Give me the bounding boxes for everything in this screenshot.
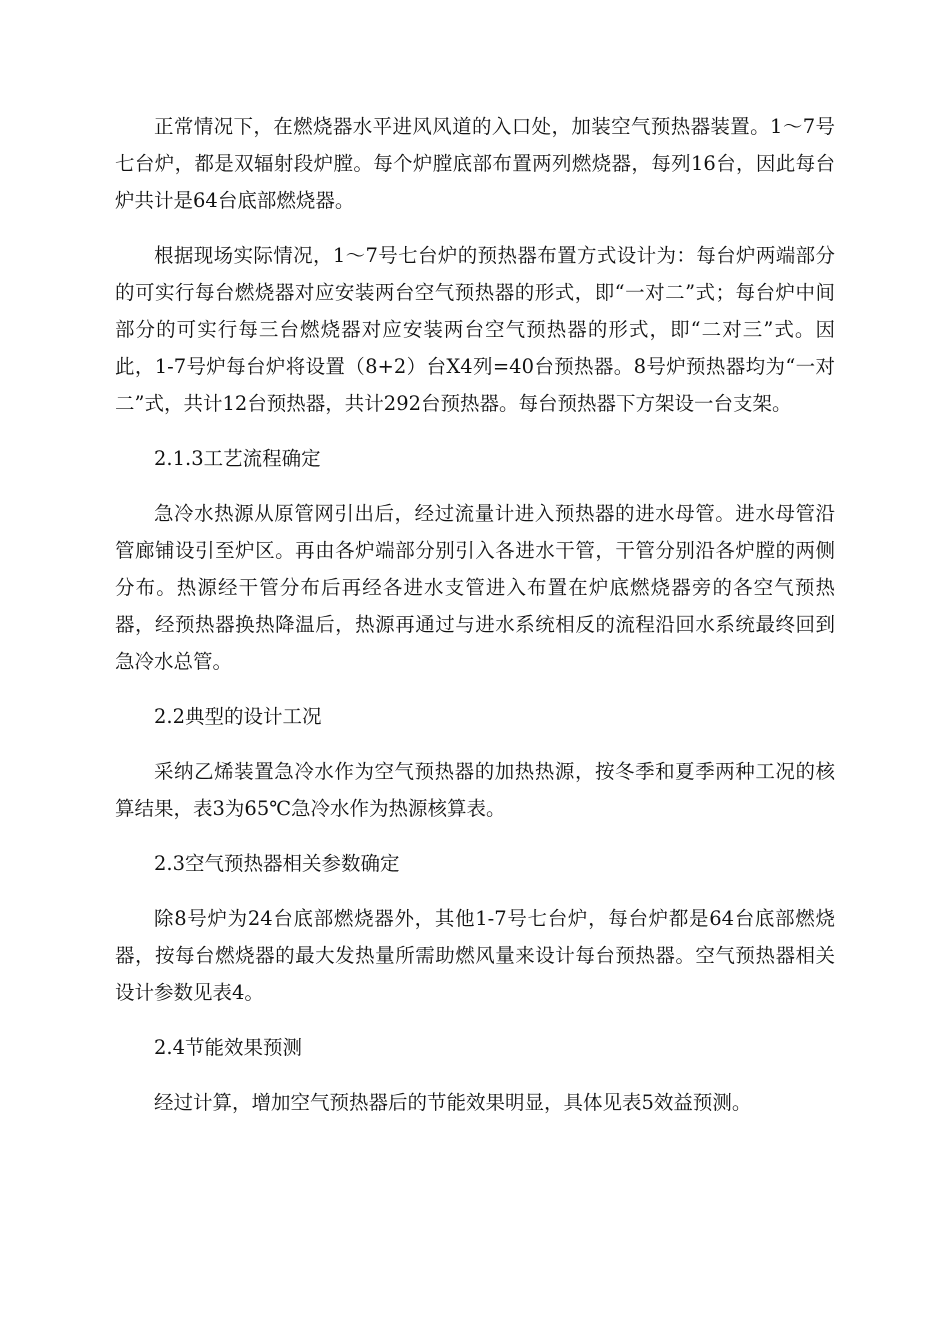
paragraph-design-conditions: 采纳乙烯装置急冷水作为空气预热器的加热热源，按冬季和夏季两种工况的核算结果，表3为65℃急冷水作为热源核算表。: [115, 760, 835, 820]
paragraph-process-flow: 急冷水热源从原管网引出后，经过流量计进入预热器的进水母管。进水母管沿管廊铺设引至炉区。再由各炉端部分别引入各进水干管，干管分别沿各炉膛的两侧分布。热源经干管分布后再经各进水支管进入布置在炉底燃烧器旁的各空气预热器，经预热器换热降温后，热源再通过与进水系统相反的流程沿回水系统最终回到急冷水总管。: [115, 502, 835, 673]
section-heading-2-4: 2.4节能效果预测: [154, 1036, 303, 1059]
section-heading-2-1-3: 2.1.3工艺流程确定: [154, 447, 321, 470]
paragraph-preheater-arrangement: 根据现场实际情况，1～7号七台炉的预热器布置方式设计为：每台炉两端部分的可实行每台燃烧器对应安装两台空气预热器的形式，即“一对二”式；每台炉中间部分的可实行每三台燃烧器对应安装两台空气预热器的形式，即“二对三”式。因此，1-7号炉每台炉将设置（8+2）台X4列=40台预热器。8号炉预热器均为“一对二”式，共计12台预热器，共计292台预热器。每台预热器下方架设一台支架。: [115, 244, 835, 415]
paragraph-burner-layout: 正常情况下，在燃烧器水平进风风道的入口处，加装空气预热器装置。1～7号七台炉，都是双辐射段炉膛。每个炉膛底部布置两列燃烧器，每列16台，因此每台炉共计是64台底部燃烧器。: [115, 115, 835, 212]
section-heading-2-3: 2.3空气预热器相关参数确定: [154, 852, 400, 875]
paragraph-preheater-parameters: 除8号炉为24台底部燃烧器外，其他1-7号七台炉，每台炉都是64台底部燃烧器，按每台燃烧器的最大发热量所需助燃风量来设计每台预热器。空气预热器相关设计参数见表4。: [115, 907, 835, 1004]
paragraph-energy-saving: 经过计算，增加空气预热器后的节能效果明显，具体见表5效益预测。: [154, 1091, 752, 1114]
section-heading-2-2: 2.2典型的设计工况: [154, 705, 322, 728]
document-body: [115, 108, 835, 1139]
